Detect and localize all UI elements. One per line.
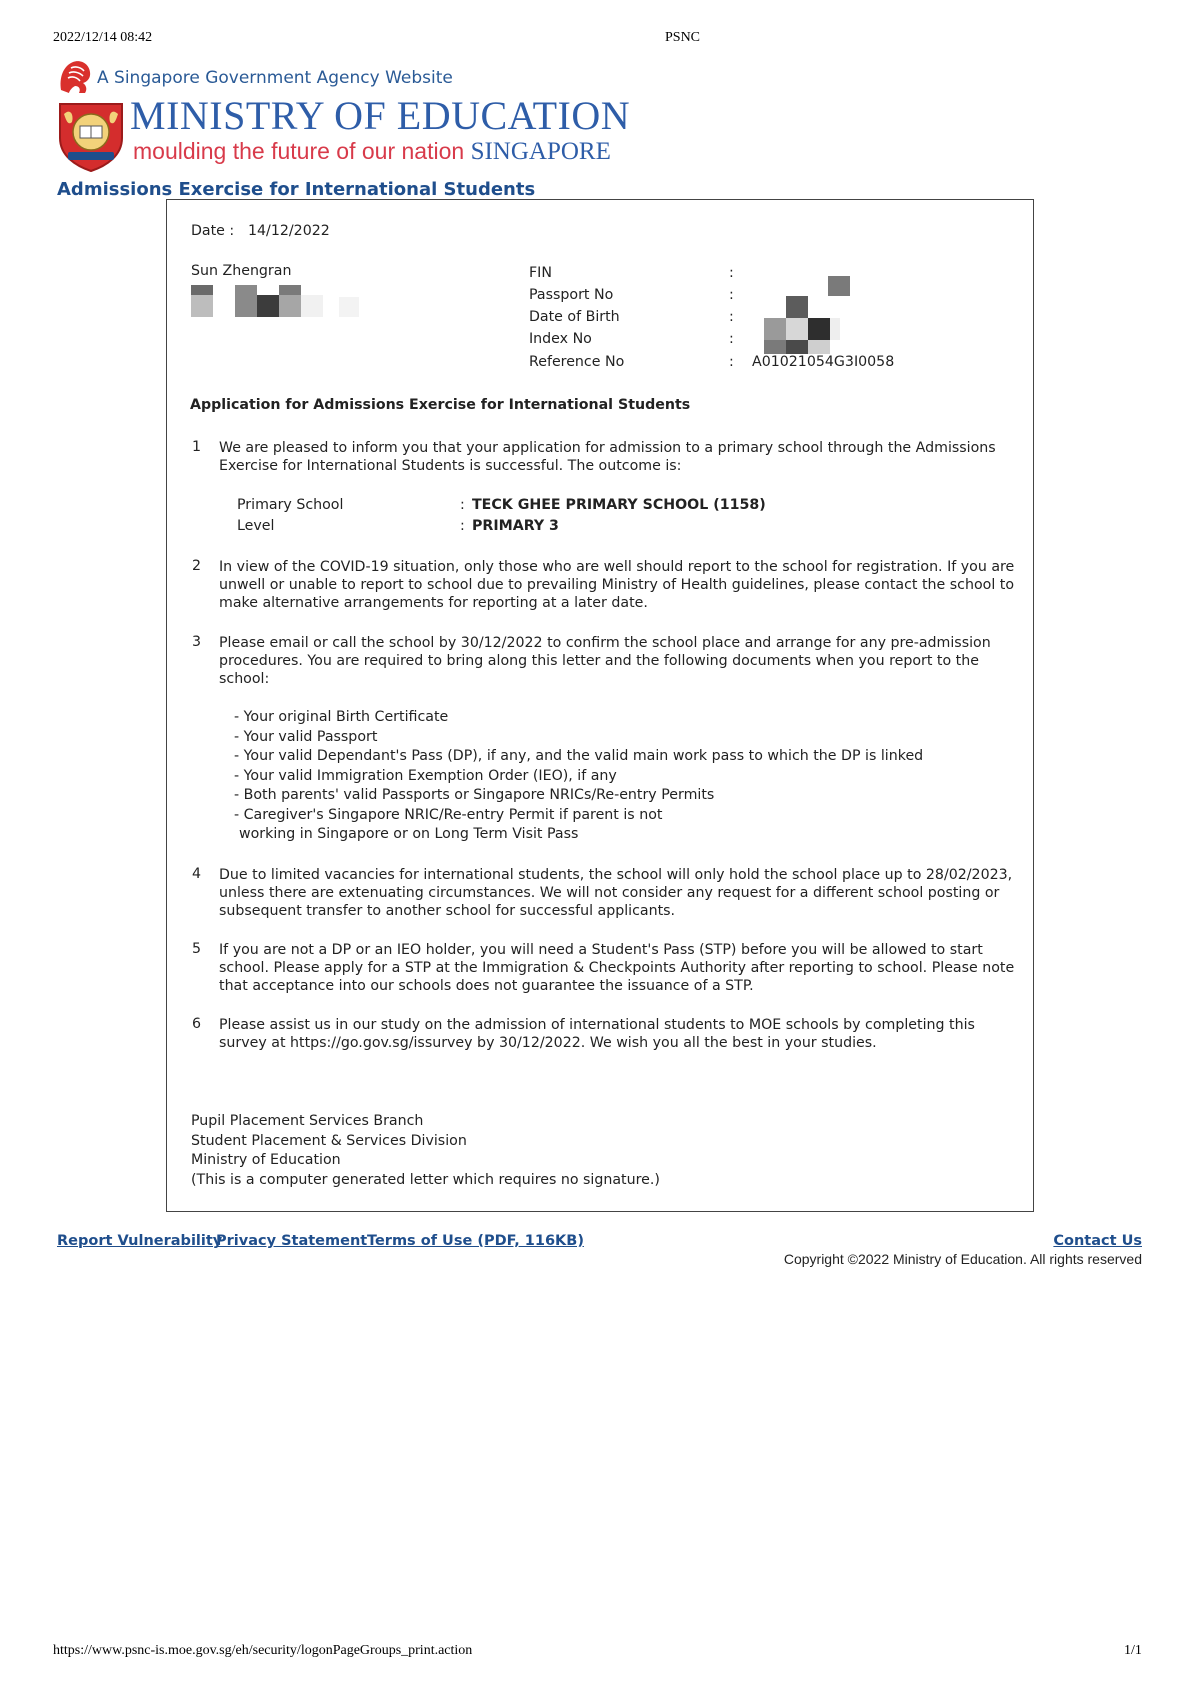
field-label-reference: Reference No [529,354,625,370]
field-label-index: Index No [529,331,592,347]
copyright-text: Copyright ©2022 Ministry of Education. All rights reserved [783,1251,1142,1267]
print-url: https://www.psnc-is.moe.gov.sg/eh/security/logonPageGroups_print.action [53,1643,473,1658]
date-label: Date : [191,223,235,239]
signature-line: Student Placement & Services Division [191,1133,467,1149]
para-3-num: 3 [192,634,202,650]
redacted-ids [764,276,854,356]
ministry-name: MINISTRY OF EDUCATION [130,93,631,138]
tagline-text: moulding the future of our nation [133,138,465,164]
signature-line: (This is a computer generated letter which requires no signature.) [191,1172,660,1188]
document-item: - Your valid Immigration Exemption Order (IEO), if any [234,768,617,784]
page-heading: Admissions Exercise for International Students [57,179,536,200]
print-site-title: PSNC [665,30,701,45]
field-sep-index: : [729,331,734,347]
document-item: - Your original Birth Certificate [234,709,449,725]
para-6-text: Please assist us in our study on the admission of international students to MOE schools by completing this survey at https://go.gov.sg/issurvey by 30/12/2022. We wish you all the best in your studies. [219,1017,975,1051]
signature-line: Pupil Placement Services Branch [191,1113,424,1129]
para-4-text: Due to limited vacancies for international students, the school will only hold the school place up to 28/02/2023, unless there are extenuating circumstances. We will not consider any request for a different school posting or subsequent transfer to another school for successful applicants. [219,867,1013,919]
singapore-lion-icon [57,56,93,94]
tagline-country: SINGAPORE [470,138,611,165]
date-value: 14/12/2022 [248,223,330,239]
print-datetime: 2022/12/14 08:42 [53,30,153,45]
outcome-level-sep: : [460,518,465,534]
para-5-num: 5 [192,941,202,957]
field-sep-fin: : [729,265,734,281]
para-2-num: 2 [192,558,202,574]
letter-subject: Application for Admissions Exercise for International Students [190,397,691,413]
redacted-address [191,285,361,319]
para-4-num: 4 [192,866,202,882]
letter-box [166,199,1034,1212]
field-value-reference: A01021054G3I0058 [752,354,895,370]
moe-crest-icon [56,100,126,172]
field-label-dob: Date of Birth [529,309,620,325]
field-sep-reference: : [729,354,734,370]
contact-us-link[interactable]: Contact Us [1053,1233,1142,1249]
outcome-school-value: TECK GHEE PRIMARY SCHOOL (1158) [472,497,766,513]
document-item: working in Singapore or on Long Term Visit Pass [239,826,579,842]
field-label-passport: Passport No [529,287,614,303]
moe-tagline [133,139,611,164]
field-sep-passport: : [729,287,734,303]
para-2-text: In view of the COVID-19 situation, only those who are well should report to the school for registration. If you are unwell or unable to report to school due to prevailing Ministry of Health guidelines, please contact the school to make alternative arrangements for reporting at a later date. [219,559,1015,611]
print-page-number: 1/1 [1124,1643,1142,1658]
outcome-school-label: Primary School [237,497,344,513]
para-3-text: Please email or call the school by 30/12/2022 to confirm the school place and arrange for any pre-admission procedures. You are required to bring along this letter and the following documents when you report to the school: [219,635,991,687]
document-item: - Your valid Dependant's Pass (DP), if any, and the valid main work pass to which the DP is linked [234,748,924,764]
terms-of-use-link[interactable]: Terms of Use (PDF, 116KB) [367,1233,584,1249]
report-vulnerability-link[interactable]: Report Vulnerability [57,1233,223,1249]
student-name: Sun Zhengran [191,263,292,279]
para-1-num: 1 [192,439,202,455]
document-item: - Your valid Passport [234,729,378,745]
gov-agency-text: A Singapore Government Agency Website [97,68,453,88]
field-label-fin: FIN [529,265,552,281]
document-item: - Caregiver's Singapore NRIC/Re-entry Permit if parent is not [234,807,663,823]
outcome-school-sep: : [460,497,465,513]
outcome-level-label: Level [237,518,275,534]
para-6-num: 6 [192,1016,202,1032]
field-sep-dob: : [729,309,734,325]
para-1-text: We are pleased to inform you that your application for admission to a primary school through the Admissions Exercise for International Students is successful. The outcome is: [219,440,996,474]
privacy-statement-link[interactable]: Privacy Statement [216,1233,368,1249]
outcome-level-value: PRIMARY 3 [472,518,559,534]
signature-line: Ministry of Education [191,1152,341,1168]
document-item: - Both parents' valid Passports or Singapore NRICs/Re-entry Permits [234,787,715,803]
para-5-text: If you are not a DP or an IEO holder, you will need a Student's Pass (STP) before you will be allowed to start school. Please apply for a STP at the Immigration & Checkpoints Authority after reporting to school. Please note that acceptance into our schools does not guarantee the issuance of a STP. [219,942,1015,994]
